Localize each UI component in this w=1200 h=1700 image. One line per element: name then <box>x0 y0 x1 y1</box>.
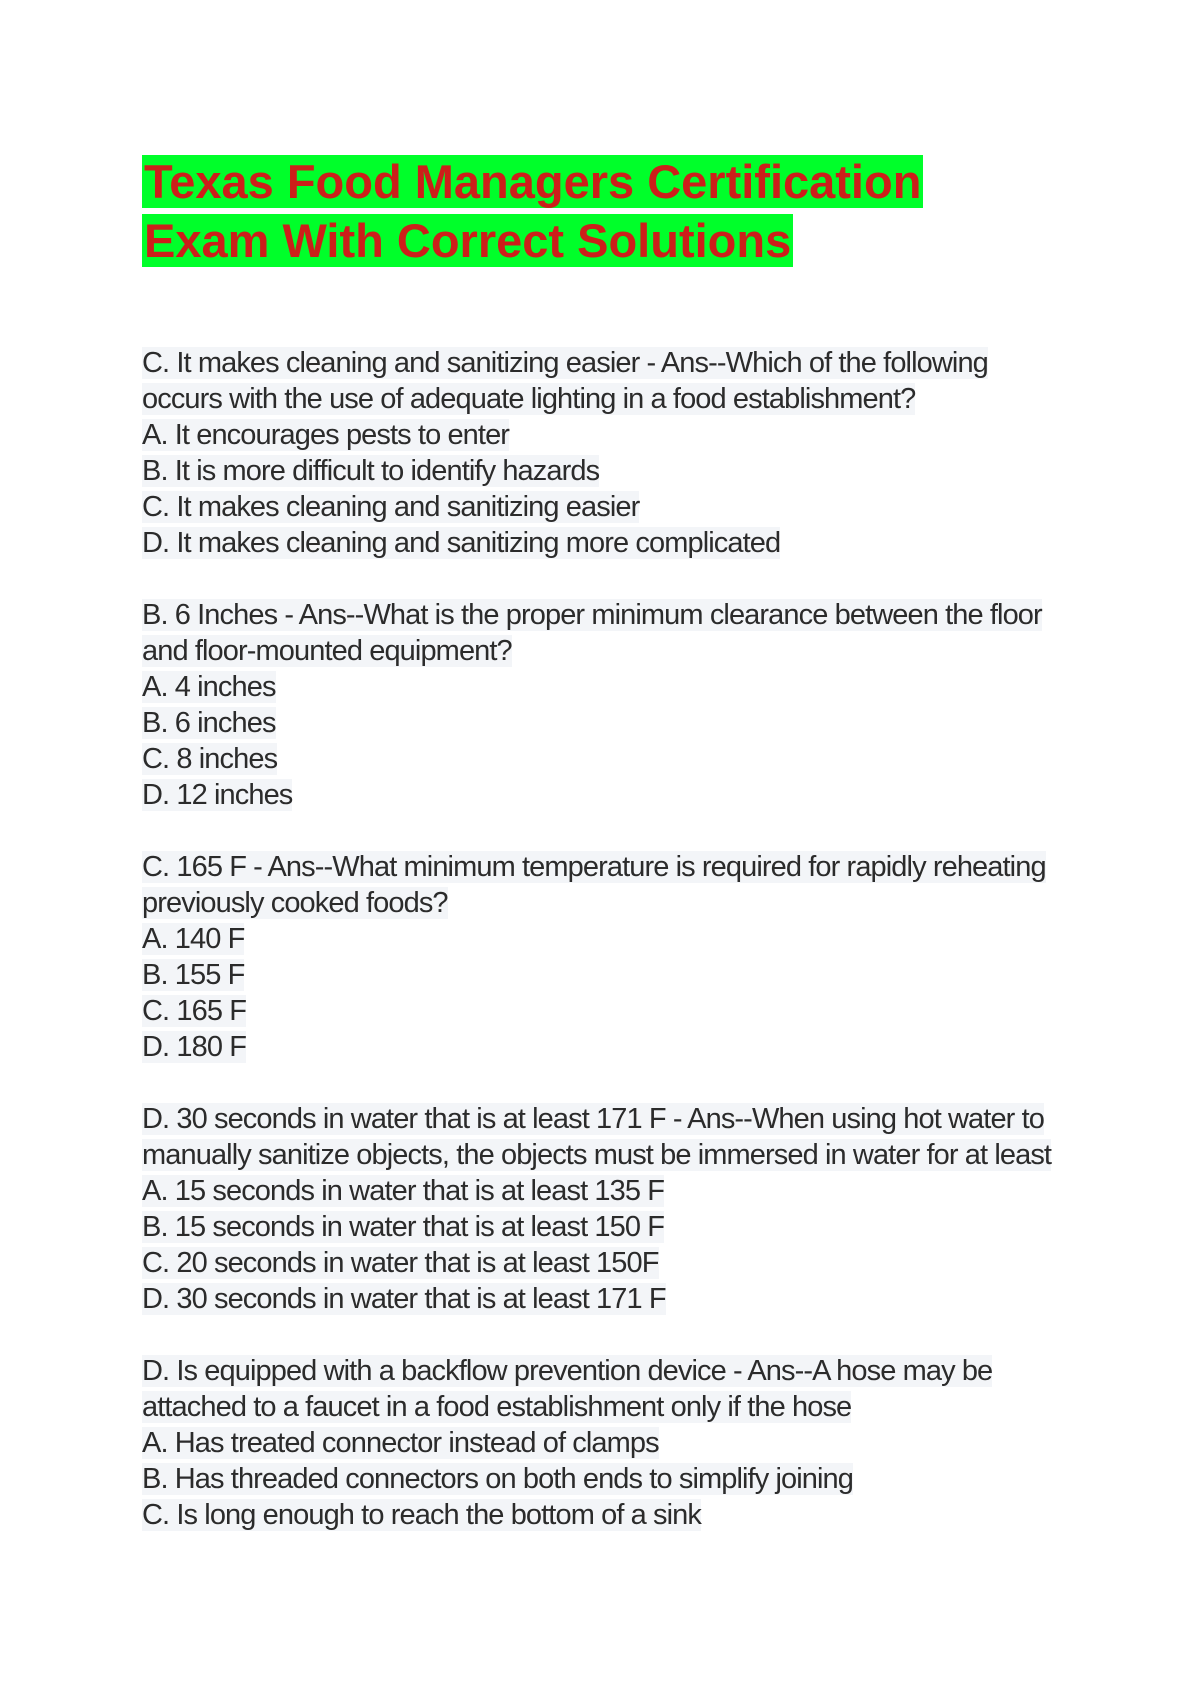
question-prompt: manually sanitize objects, the objects must be immersed in water for at least <box>142 1139 1052 1171</box>
question-block <box>142 849 1082 1065</box>
answer-option: C. It makes cleaning and sanitizing easier <box>142 491 640 523</box>
question-prompt: C. It makes cleaning and sanitizing easier - Ans--Which of the following <box>142 347 988 379</box>
answer-option: C. 8 inches <box>142 743 278 775</box>
answer-option: C. 165 F <box>142 995 247 1027</box>
answer-option: B. 15 seconds in water that is at least 150 F <box>142 1211 665 1243</box>
question-block <box>142 1101 1082 1317</box>
answer-option: A. Has treated connector instead of clamps <box>142 1427 659 1459</box>
answer-option: B. Has threaded connectors on both ends to simplify joining <box>142 1463 854 1495</box>
question-block <box>142 597 1082 813</box>
question-block <box>142 1353 1082 1533</box>
answer-option: D. 180 F <box>142 1031 247 1063</box>
question-prompt: previously cooked foods? <box>142 887 448 919</box>
question-prompt: D. 30 seconds in water that is at least 171 F - Ans--When using hot water to <box>142 1103 1044 1135</box>
question-prompt: occurs with the use of adequate lighting in a food establishment? <box>142 383 916 415</box>
question-prompt: C. 165 F - Ans--What minimum temperature is required for rapidly reheating <box>142 851 1046 883</box>
answer-option: B. It is more difficult to identify hazards <box>142 455 600 487</box>
answer-option: D. 30 seconds in water that is at least 171 F <box>142 1283 666 1315</box>
answer-option: C. 20 seconds in water that is at least 150F <box>142 1247 659 1279</box>
question-prompt: B. 6 Inches - Ans--What is the proper minimum clearance between the floor <box>142 599 1042 631</box>
title-line-2: Exam With Correct Solutions <box>144 214 792 267</box>
answer-option: A. It encourages pests to enter <box>142 419 510 451</box>
answer-option: D. It makes cleaning and sanitizing more complicated <box>142 527 781 559</box>
question-block <box>142 345 1082 561</box>
question-prompt: D. Is equipped with a backflow prevention device - Ans--A hose may be <box>142 1355 993 1387</box>
answer-option: D. 12 inches <box>142 779 293 811</box>
question-prompt: attached to a faucet in a food establishment only if the hose <box>142 1391 852 1423</box>
answer-option: C. Is long enough to reach the bottom of a sink <box>142 1499 702 1531</box>
answer-option: B. 6 inches <box>142 707 276 739</box>
question-list <box>142 345 1082 1569</box>
document-title <box>142 152 1042 270</box>
question-prompt: and floor-mounted equipment? <box>142 635 512 667</box>
answer-option: A. 4 inches <box>142 671 276 703</box>
title-line-1: Texas Food Managers Certification <box>144 155 922 208</box>
answer-option: A. 140 F <box>142 923 245 955</box>
answer-option: B. 155 F <box>142 959 245 991</box>
answer-option: A. 15 seconds in water that is at least 135 F <box>142 1175 665 1207</box>
